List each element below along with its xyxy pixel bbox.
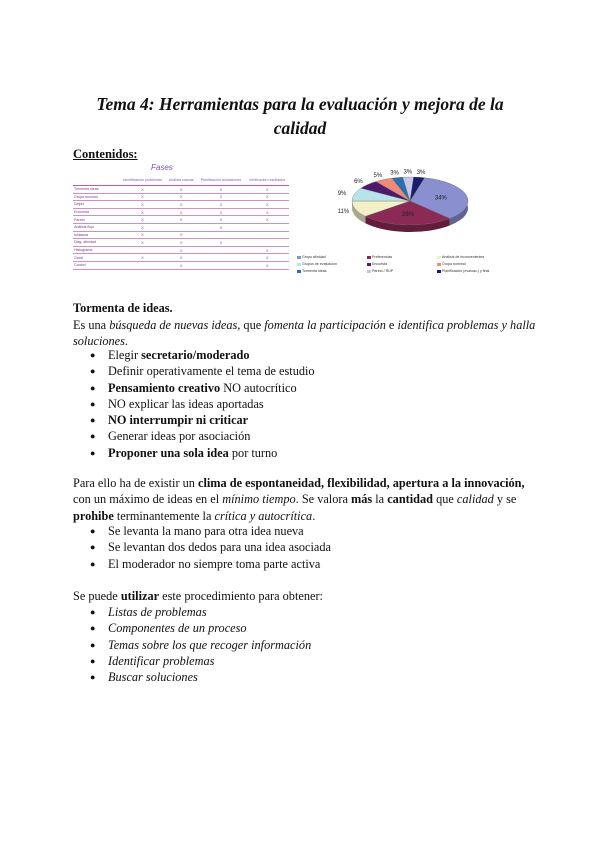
legend-label: Grupos de evaluación [302,262,337,266]
legend-entry [367,255,392,259]
row-label: Ishikawa [73,231,119,239]
text-run: . [312,508,316,523]
text-run: cantidad [387,492,434,507]
table-cell [197,231,246,239]
list-item: ● El moderador no siempre toma parte activa [90,556,331,572]
pie-slice-label: 3% [390,170,399,177]
text-run: que [433,492,457,507]
legend-entry [367,269,393,273]
usage-list [90,604,311,685]
phase-column-header: Planificación actuaciones [197,174,246,186]
phase-table-figure [73,163,289,280]
table-cell: X [245,254,289,262]
legend-label: Preferencias [372,255,393,259]
row-label: Grupo nominal [73,193,119,201]
phase-column-header [73,174,119,186]
table-row [73,231,289,239]
text-run: este procedimiento para obtener: [159,589,323,603]
table-cell [119,246,166,254]
table-cell: X [119,208,166,216]
text-run: crítica y autocrítica [214,508,313,523]
text-run: clima de espontaneidad, flexibilidad, apertura a la innovación, [197,476,525,490]
list-item [90,412,315,428]
text-run: e [385,318,398,332]
text-run: Pensamiento creativo [108,380,221,395]
table-cell: X [245,261,289,269]
row-label: Gantt [73,254,119,262]
list-item: ● Listas de problemas [90,604,311,620]
table-row [73,186,289,194]
legend-entry [437,262,466,266]
list-item [90,347,315,363]
list-item: ● Se levantan dos dedos para una idea asociada [90,539,331,555]
pie-slice-label: 3% [416,170,426,177]
table-row [73,223,289,231]
legend-label: Grupo nominal [442,262,466,266]
table-cell: X [245,208,289,216]
text-run: NO autocrítico [220,380,297,395]
table-cell: X [166,261,197,269]
legend-label: Encuesta [372,262,387,266]
row-label: Histograma [73,246,119,254]
table-cell: X [166,239,197,247]
legend-entry [297,255,326,259]
text-run: Se puede [73,589,121,603]
table-cell: X [245,186,289,194]
text-run: por turno [228,445,278,460]
rules-list [90,347,315,461]
pie-slice-label: 26% [401,212,415,219]
phase-table-body [73,186,289,270]
table-cell: X [245,216,289,224]
text-run: utilizar [120,589,160,603]
text-run: NO explicar las ideas aportadas [108,396,264,411]
text-run: Proponer una sola idea [108,445,229,460]
row-label: Tormenta ideas [73,186,119,194]
table-cell: X [197,239,246,247]
table-cell: X [197,223,246,231]
legend-entry [297,262,337,266]
list-item [90,396,315,412]
row-label: Control [73,261,119,269]
table-cell: X [119,193,166,201]
table-row [73,208,289,216]
phase-table-header [73,174,289,186]
table-cell [197,261,246,269]
legend-label: Planificación (evaluac.) y final [442,269,490,273]
table-cell: X [119,239,166,247]
text-run: NO interrumpir ni criticar [108,413,249,428]
list-item: ● Se levanta la mano para otra idea nueva [90,523,331,539]
list-item [90,428,315,444]
text-run: . Se valora [295,492,351,507]
phase-column-header: Verificación resultados [245,174,289,186]
pie-chart [297,165,529,253]
legend-swatch [437,270,441,273]
legend-entry [437,255,484,259]
table-row [73,193,289,201]
pie-chart-figure [297,165,529,280]
legend-swatch [437,256,441,259]
legend-swatch [297,263,301,266]
list-item [90,380,315,396]
row-label: Delphi [73,201,119,209]
tormenta-intro [73,317,543,350]
table-cell: X [245,201,289,209]
row-label: Encuesta [73,208,119,216]
table-cell: X [166,216,197,224]
pie-slice-label: 9% [337,190,347,197]
pie-slice-label: 5% [373,172,383,179]
row-label: Diag. afinidad [73,239,119,247]
table-cell: X [119,216,166,224]
text-run: búsqueda de nuevas ideas [109,318,238,332]
text-run: más [351,492,373,507]
legend-label: Tormenta ideas [302,269,327,273]
pie-slice-label: 3% [403,169,413,176]
text-run: calidad [456,492,494,507]
table-row [73,239,289,247]
table-cell: X [245,193,289,201]
table-row [73,201,289,209]
legend-entry [437,269,489,273]
text-run: Definir operativamente el tema de estudio [108,364,315,379]
text-run: con un máximo de ideas en el [73,492,223,507]
table-row [73,254,289,262]
table-row [73,216,289,224]
table-cell: X [166,254,197,262]
table-row [73,261,289,269]
table-cell: X [197,186,246,194]
table-cell [245,231,289,239]
legend-entry [297,269,327,273]
row-label: Pareto [73,216,119,224]
table-cell: X [197,201,246,209]
table-cell: X [245,246,289,254]
table-cell: X [119,254,166,262]
table-cell: X [166,246,197,254]
table-cell: X [119,223,166,231]
legend-swatch [297,270,301,273]
phase-column-header: Análisis causas [166,174,197,186]
clima-paragraph [73,475,543,524]
table-cell [197,254,246,262]
text-run: identifica problemas y halla soluciones [73,318,536,349]
legend-entry [367,262,387,266]
text-run: Elegir [108,348,142,362]
list-item: ● Identificar problemas [90,653,311,669]
legend-label: Pareto / RUP [372,269,394,273]
table-cell: X [166,193,197,201]
table-cell: X [166,186,197,194]
legend-swatch [367,256,371,259]
text-run: mínimo tiempo [222,492,296,507]
text-run: secretario/moderado [141,348,250,362]
text-run: Es una [73,318,110,332]
table-cell [245,239,289,247]
table-row [73,246,289,254]
table-cell: X [119,201,166,209]
text-run: Generar ideas por asociación [108,429,251,444]
legend-label: Análisis de inconvenientes [442,255,485,259]
table-cell [245,223,289,231]
text-run: fomenta la participación [264,318,386,332]
list-item: ● Componentes de un proceso [90,620,311,636]
list-item [90,363,315,379]
text-run: prohibe [73,508,114,523]
text-run: . [124,334,128,349]
table-cell: X [197,193,246,201]
list-item: ● Buscar soluciones [90,669,311,685]
text-run: terminantemente la [113,508,215,523]
text-run: Para ello ha de existir un [73,476,198,490]
pie-slice-label: 6% [354,178,363,185]
row-label: Análisis flujo [73,223,119,231]
text-run: y se [493,492,517,507]
legend-swatch [437,263,441,266]
text-run: , que [237,318,265,332]
table-cell [119,261,166,269]
legend-label: Grupo afinidad [302,255,326,259]
phase-table [73,174,289,270]
text-run: la [372,492,388,507]
table-cell: X [119,231,166,239]
legend-swatch [367,270,371,273]
table-cell: X [119,186,166,194]
page-title: Tema 4: Herramientas para la evaluación y mejora de la calidad [96,94,504,138]
list-item: ● Temas sobre los que recoger información [90,637,311,653]
table-cell: X [166,231,197,239]
list-item [90,445,315,461]
phase-column-header: Identificación problemas [119,174,166,186]
table-cell: X [166,208,197,216]
mechanics-list [90,523,331,572]
contenidos-heading: Contenidos: [73,147,138,161]
legend-swatch [297,256,301,259]
table-cell [166,223,197,231]
usage-paragraph [73,588,543,604]
legend-swatch [367,263,371,266]
table-cell: X [166,201,197,209]
table-cell: X [197,208,246,216]
phase-table-title: Fases [151,163,173,172]
pie-slice-label: 34% [434,195,447,202]
table-cell: X [197,216,246,224]
table-cell [197,246,246,254]
tormenta-heading: Tormenta de ideas. [73,301,173,315]
pie-slice-label: 11% [337,208,350,215]
